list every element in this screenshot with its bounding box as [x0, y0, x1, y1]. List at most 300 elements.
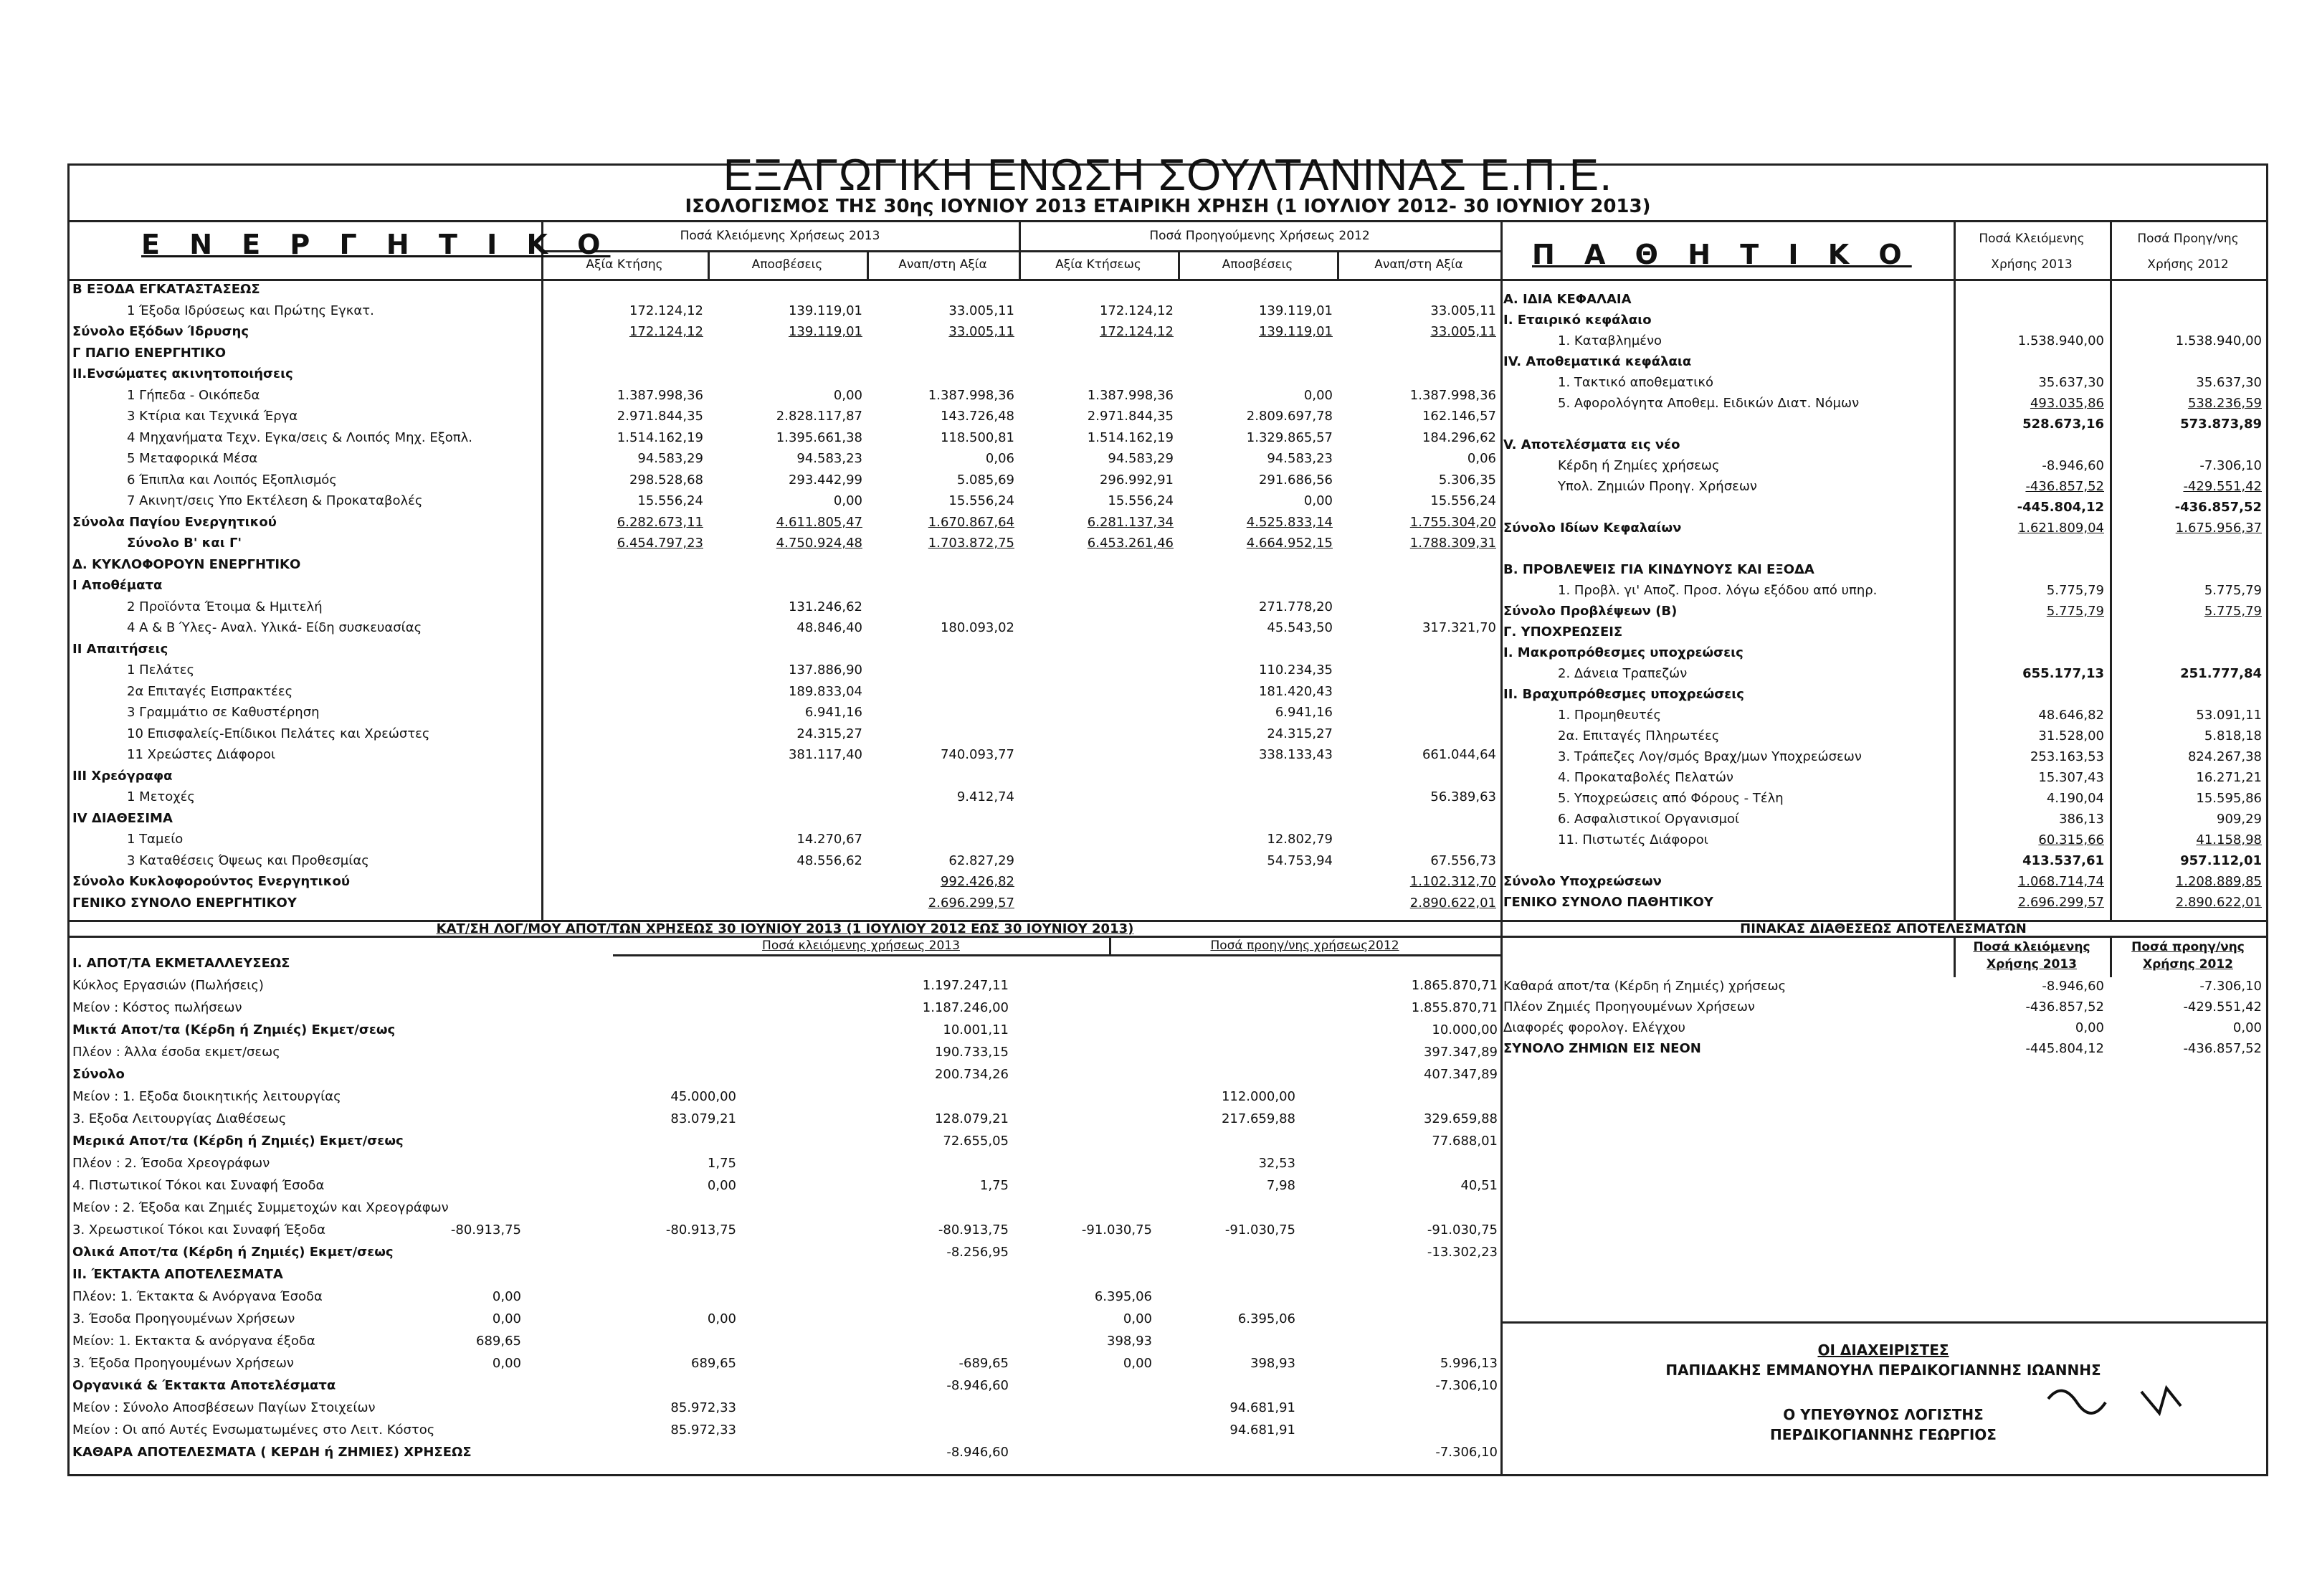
asset-cell: 1.514.162,19 [617, 429, 703, 445]
income-cell: -13.302,23 [1427, 1245, 1498, 1260]
asset-cell: 4.664.952,15 [1246, 536, 1333, 551]
asset-cell: 6.453.261,46 [1087, 536, 1174, 551]
asset-row-label: 1 Πελάτες [127, 662, 195, 678]
liability-cell: 386,13 [2059, 812, 2104, 827]
liability-row-label: Β. ΠΡΟΒΛΕΨΕΙΣ ΓΙΑ ΚΙΝΔΥΝΟΥΣ ΚΑΙ ΕΞΟΔΑ [1503, 562, 1814, 577]
asset-row-label: 3 Γραμμάτιο σε Καθυστέρηση [127, 705, 320, 720]
income-table [70, 956, 1500, 1472]
asset-cell: 338.133,43 [1258, 747, 1333, 762]
income-cell: 45.000,00 [670, 1089, 736, 1104]
income-row [70, 1089, 1500, 1105]
asset-cell: 6.941,16 [804, 705, 862, 720]
asset-row-label: 6 Έπιπλα και Λοιπός Εξοπλισμός [127, 472, 337, 488]
liability-cell: 1.675.956,37 [2175, 521, 2262, 536]
asset-cell: 0,06 [985, 451, 1014, 466]
income-cell: -8.946,60 [946, 1378, 1009, 1393]
income-cell: 40,51 [1460, 1178, 1498, 1193]
income-cell: 128.079,21 [934, 1111, 1009, 1126]
liability-cell: 493.035,86 [2030, 396, 2104, 411]
income-cell: -8.946,60 [946, 1445, 1009, 1460]
asset-cell: 6.282.673,11 [617, 514, 703, 530]
liability-row-label: 6. Ασφαλιστικοί Οργανισμοί [1558, 812, 1740, 827]
asset-cell: 381.117,40 [788, 747, 862, 762]
liability-row [1500, 687, 2266, 703]
asset-cell: 94.583,29 [1108, 451, 1174, 466]
liability-row [1500, 313, 2266, 328]
income-row [70, 1311, 1500, 1327]
liability-cell: 31.528,00 [2038, 728, 2104, 744]
liability-row-label: 2. Δάνεια Τραπεζών [1558, 666, 1688, 681]
income-cell: 0,00 [492, 1356, 521, 1371]
income-cell: -80.913,75 [938, 1222, 1009, 1238]
asset-row [70, 388, 1500, 404]
income-row-label: 3. Έξοδα Προηγουμένων Χρήσεων [72, 1356, 294, 1371]
liability-row-label: 3. Τράπεζες Λογ/σμός Βραχ/μων Υποχρεώσεων [1558, 749, 1862, 764]
income-cell: -80.913,75 [450, 1222, 521, 1238]
distribution-row [1500, 999, 2266, 1015]
col-net-current: Αναπ/στη Αξία [898, 257, 987, 272]
income-cell: 0,00 [1123, 1311, 1152, 1326]
liability-row-label: Υπολ. Ζημιών Προηγ. Χρήσεων [1558, 479, 1757, 494]
liability-cell: 16.271,21 [2196, 770, 2262, 785]
liability-row-label: 1. Προβλ. γι' Αποζ. Προσ. λόγω εξόδου από υπηρ. [1558, 583, 1878, 598]
asset-cell: 33.005,11 [1430, 324, 1496, 339]
income-cell: 10.000,00 [1432, 1022, 1498, 1037]
asset-cell: 67.556,73 [1430, 852, 1496, 868]
income-cell: 1.865.870,71 [1411, 978, 1498, 993]
liability-cell: 41.158,98 [2196, 832, 2262, 847]
accountant-title: Ο ΥΠΕΥΘΥΝΟΣ ΛΟΓΙΣΤΗΣ [1783, 1406, 1984, 1423]
liability-cell: 5.775,79 [2204, 604, 2262, 619]
income-row [70, 1022, 1500, 1038]
asset-row [70, 874, 1500, 890]
asset-cell: 0,00 [833, 493, 862, 508]
income-cell: 398,93 [1250, 1356, 1295, 1371]
asset-row-label: Σύνολο Β' και Γ' [127, 536, 242, 551]
asset-cell: 0,00 [1303, 493, 1333, 508]
asset-cell: 24.315,27 [796, 726, 862, 741]
liability-cell: 573.873,89 [2180, 417, 2262, 432]
asset-row [70, 366, 1500, 382]
liability-row [1500, 479, 2266, 495]
liability-cell: 2.890.622,01 [2175, 895, 2262, 910]
managers-title: ΟΙ ΔΙΑΧΕΙΡΙΣΤΕΣ [1817, 1341, 1949, 1359]
asset-cell: 15.556,24 [948, 493, 1014, 508]
income-row-label: Πλέον : Άλλα έσοδα εκμετ/σεως [72, 1045, 280, 1060]
asset-row-label: ΓΕΝΙΚΟ ΣΥΝΟΛΟ ΕΝΕΡΓΗΤΙΚΟΥ [72, 895, 297, 911]
liability-cell: 15.595,86 [2196, 791, 2262, 806]
liability-row-label: Α. ΙΔΙΑ ΚΕΦΑΛΑΙΑ [1503, 292, 1632, 307]
asset-cell: 298.528,68 [629, 472, 703, 488]
liability-row-label: ΓΕΝΙΚΟ ΣΥΝΟΛΟ ΠΑΘΗΤΙΚΟΥ [1503, 895, 1713, 910]
distribution-cell: -8.946,60 [2042, 979, 2104, 994]
distribution-cell: -429.551,42 [2183, 999, 2262, 1015]
income-row [70, 1134, 1500, 1149]
liability-row-label: 1. Καταβλημένο [1558, 333, 1662, 348]
liabilities-heading: Π Α Θ Η Τ Ι Κ Ο [1532, 239, 1912, 270]
distribution-heading: ΠΙΝΑΚΑΣ ΔΙΑΘΕΣΕΩΣ ΑΠΟΤΕΛΕΣΜΑΤΩΝ [1740, 921, 2027, 936]
asset-row [70, 472, 1500, 488]
income-cell: 1.197.247,11 [922, 978, 1009, 993]
income-row [70, 1400, 1500, 1416]
income-cell: 1,75 [979, 1178, 1009, 1193]
asset-row [70, 747, 1500, 763]
liability-row [1500, 832, 2266, 848]
assets-current-group-header: Ποσά Κλειόμενης Χρήσεως 2013 [680, 229, 880, 243]
asset-cell: 9.412,74 [956, 789, 1014, 804]
liability-row [1500, 458, 2266, 474]
liability-cell: -8.946,60 [2042, 458, 2104, 473]
income-row [70, 1334, 1500, 1349]
distribution-table [1500, 979, 2266, 1065]
liability-cell: 60.315,66 [2038, 832, 2104, 847]
liability-row [1500, 375, 2266, 391]
liability-row [1500, 749, 2266, 765]
asset-cell: 94.583,23 [1267, 451, 1333, 466]
asset-cell: 1.387.998,36 [1409, 387, 1496, 403]
asset-cell: 661.044,64 [1422, 747, 1496, 762]
liability-cell: 35.637,30 [2196, 375, 2262, 390]
liability-row [1500, 541, 2266, 557]
accountant-name: ΠΕΡΔΙΚΟΓΙΑΝΝΗΣ ΓΕΩΡΓΙΟΣ [1770, 1426, 1997, 1443]
income-cell: 77.688,01 [1432, 1134, 1498, 1149]
income-row [70, 956, 1500, 972]
asset-row [70, 578, 1500, 594]
asset-row [70, 346, 1500, 361]
asset-cell: 1.387.998,36 [617, 387, 703, 403]
liability-cell: -436.857,52 [2025, 479, 2104, 494]
asset-cell: 317.321,70 [1422, 620, 1496, 635]
distribution-row-label: Διαφορές φορολογ. Ελέγχου [1503, 1020, 1685, 1035]
liab-col-prev-a: Ποσά Προηγ/νης [2137, 232, 2239, 246]
asset-cell: 162.146,57 [1422, 409, 1496, 424]
asset-row-label: 5 Μεταφορικά Μέσα [127, 451, 258, 466]
asset-cell: 1.329.865,57 [1246, 429, 1333, 445]
asset-row-label: 10 Επισφαλείς-Επίδικοι Πελάτες και Χρεώστες [127, 726, 430, 741]
liability-row [1500, 728, 2266, 744]
asset-cell: 172.124,12 [1099, 324, 1174, 339]
asset-cell: 2.971.844,35 [1087, 409, 1174, 424]
asset-cell: 5.085,69 [956, 472, 1014, 488]
asset-cell: 56.389,63 [1430, 789, 1496, 804]
asset-cell: 1.670.867,64 [928, 514, 1014, 530]
income-cell: 397.347,89 [1423, 1045, 1498, 1060]
income-cell: -91.030,75 [1081, 1222, 1152, 1238]
asset-cell: 4.611.805,47 [776, 514, 862, 530]
income-row [70, 1000, 1500, 1016]
income-row-label: ΚΑΘΑΡΑ ΑΠΟΤΕΛΕΣΜΑΤΑ ( ΚΕΡΔΗ ή ΖΗΜΙΕΣ) ΧΡΗΣΕΩΣ [72, 1445, 472, 1460]
income-cell: 94.681,91 [1229, 1400, 1295, 1415]
asset-row [70, 493, 1500, 509]
asset-cell: 172.124,12 [629, 303, 703, 318]
income-cell: 7,98 [1266, 1178, 1295, 1193]
income-row-label: Μικτά Αποτ/τα (Κέρδη ή Ζημιές) Εκμετ/σεως [72, 1022, 396, 1037]
asset-row [70, 515, 1500, 531]
liability-row [1500, 708, 2266, 723]
asset-cell: 33.005,11 [948, 324, 1014, 339]
liability-cell: 35.637,30 [2038, 375, 2104, 390]
liability-row [1500, 333, 2266, 349]
col-acq-previous: Αξία Κτήσεως [1055, 257, 1141, 272]
liability-row-label: IV. Αποθεματικά κεφάλαια [1503, 354, 1692, 369]
income-cell: 94.681,91 [1229, 1422, 1295, 1438]
asset-cell: 0,00 [833, 387, 862, 403]
asset-row-label: 2 Προϊόντα Έτοιμα & Ημιτελή [127, 599, 323, 614]
income-cell: -80.913,75 [665, 1222, 736, 1238]
income-row [70, 1222, 1500, 1238]
col-dep-previous: Αποσβέσεις [1222, 257, 1293, 272]
income-cell: 200.734,26 [934, 1067, 1009, 1082]
liability-row-label: 11. Πιστωτές Διάφοροι [1558, 832, 1708, 847]
asset-cell: 189.833,04 [788, 683, 862, 699]
income-cell: 398,93 [1107, 1334, 1152, 1349]
liability-cell: 1.208.889,85 [2175, 874, 2262, 889]
asset-cell: 15.556,24 [637, 493, 703, 508]
liability-cell: 5.775,79 [2046, 604, 2104, 619]
liability-row [1500, 583, 2266, 599]
asset-row-label: Σύνολο Εξόδων Ίδρυσης [72, 324, 249, 339]
income-cell: 190.733,15 [934, 1045, 1009, 1060]
income-row-label: Οργανικά & Έκτακτα Αποτελέσματα [72, 1378, 336, 1393]
income-row-label: Σύνολο [72, 1067, 125, 1082]
liability-cell: 15.307,43 [2038, 770, 2104, 785]
liability-row [1500, 853, 2266, 869]
liability-cell: -7.306,10 [2199, 458, 2262, 473]
asset-cell: 293.442,99 [788, 472, 862, 488]
liability-cell: 1.538.940,00 [2017, 333, 2104, 348]
asset-row [70, 430, 1500, 446]
assets-table [70, 282, 1500, 918]
asset-row-label: III Χρεόγραφα [72, 768, 173, 784]
asset-cell: 110.234,35 [1258, 662, 1333, 678]
asset-row-label: 2α Επιταγές Εισπρακτέες [127, 683, 293, 699]
asset-row-label: Σύνολο Κυκλοφορούντος Ενεργητικού [72, 874, 350, 889]
income-row [70, 1245, 1500, 1260]
liabilities-table [1500, 292, 2266, 918]
col-dep-current: Αποσβέσεις [751, 257, 823, 272]
income-col-previous: Ποσά προηγ/νης χρήσεως2012 [1210, 939, 1399, 953]
income-row [70, 1289, 1500, 1305]
asset-cell: 94.583,29 [637, 451, 703, 466]
title-divider [70, 220, 2266, 222]
asset-row-label: I Αποθέματα [72, 578, 163, 593]
income-row [70, 1111, 1500, 1127]
asset-cell: 2.971.844,35 [617, 409, 703, 424]
asset-row-label: II Απαιτήσεις [72, 641, 168, 657]
income-cell: 689,65 [691, 1356, 736, 1371]
liability-row-label: 2α. Επιταγές Πληρωτέες [1558, 728, 1720, 744]
asset-cell: 14.270,67 [796, 832, 862, 847]
income-cell: 5.996,13 [1440, 1356, 1498, 1371]
income-row-label: I. ΑΠΟΤ/ΤΑ ΕΚΜΕΤΑΛΛΕΥΣΕΩΣ [72, 956, 290, 971]
asset-cell: 184.296,62 [1422, 429, 1496, 445]
asset-cell: 5.306,35 [1438, 472, 1496, 488]
asset-cell: 6.454.797,23 [617, 536, 703, 551]
asset-cell: 2.696.299,57 [928, 895, 1014, 911]
col-acq-current: Αξία Κτήσης [586, 257, 663, 272]
distribution-row-label: Καθαρά αποτ/τα (Κέρδη ή Ζημιές) χρήσεως [1503, 979, 1787, 994]
asset-row [70, 789, 1500, 805]
asset-row [70, 620, 1500, 636]
dist-col-prev-b: Χρήσης 2012 [2142, 957, 2234, 972]
liability-row [1500, 521, 2266, 536]
assets-previous-group-header: Ποσά Προηγούμενης Χρήσεως 2012 [1149, 229, 1370, 243]
income-cell: 72.655,05 [943, 1134, 1009, 1149]
asset-row [70, 599, 1500, 615]
asset-cell: 143.726,48 [940, 409, 1014, 424]
liability-row [1500, 562, 2266, 578]
liability-cell: 5.775,79 [2046, 583, 2104, 598]
asset-cell: 15.556,24 [1430, 493, 1496, 508]
asset-row-label: Σύνολα Παγίου Ενεργητικού [72, 514, 277, 530]
distribution-row-label: ΣΥΝΟΛΟ ΖΗΜΙΩΝ ΕΙΣ ΝΕΟΝ [1503, 1041, 1701, 1056]
income-row-label: Πλέον : 2. Έσοδα Χρεογράφων [72, 1156, 270, 1171]
liability-row-label: 1. Τακτικό αποθεματικό [1558, 375, 1713, 390]
asset-cell: 48.556,62 [796, 852, 862, 868]
income-row-label: Μείον : Κόστος πωλήσεων [72, 1000, 242, 1015]
liability-row-label: Κέρδη ή Ζημίες χρήσεως [1558, 458, 1720, 473]
asset-row [70, 409, 1500, 424]
income-cell: -689,65 [958, 1356, 1009, 1371]
asset-row-label: II.Ενσώματες ακινητοποιήσεις [72, 366, 293, 381]
liability-cell: 1.621.809,04 [2017, 521, 2104, 536]
income-cell: 217.659,88 [1221, 1111, 1295, 1126]
asset-cell: 180.093,02 [940, 620, 1014, 635]
income-row-label: Μείον : 1. Εξοδα διοικητικής λειτουργίας [72, 1089, 341, 1104]
income-row [70, 1156, 1500, 1172]
asset-cell: 172.124,12 [629, 324, 703, 339]
liability-cell: 5.818,18 [2204, 728, 2262, 744]
liability-cell: 824.267,38 [2187, 749, 2262, 764]
asset-cell: 45.543,50 [1267, 620, 1333, 635]
liability-cell: 413.537,61 [2022, 853, 2104, 868]
liability-cell: -445.804,12 [2017, 500, 2104, 515]
liability-cell: 1.068.714,74 [2017, 874, 2104, 889]
liability-cell: 909,29 [2217, 812, 2262, 827]
dist-col-prev-a: Ποσά προηγ/νης [2131, 940, 2245, 954]
asset-row [70, 705, 1500, 721]
income-heading: ΚΑΤ/ΣΗ ΛΟΓ/ΜΟΥ ΑΠΟΤ/ΤΩΝ ΧΡΗΣΕΩΣ 30 ΙΟΥΝΙΟΥ 2013 (1 ΙΟΥΛΙΟΥ 2012 ΕΩΣ 30 ΙΟΥΝΙΟΥ 2013) [436, 921, 1134, 936]
liability-row [1500, 437, 2266, 453]
income-cell: 32,53 [1258, 1156, 1295, 1171]
liability-row-label: I. Εταιρικό κεφάλαιο [1503, 313, 1652, 328]
liability-row [1500, 500, 2266, 516]
asset-row [70, 684, 1500, 700]
income-cell: 0,00 [707, 1178, 736, 1193]
liability-row-label: 5. Υποχρεώσεις από Φόρους - Τέλη [1558, 791, 1784, 806]
asset-cell: 740.093,77 [940, 747, 1014, 762]
income-row-label: 3. Έσοδα Προηγουμένων Χρήσεων [72, 1311, 295, 1326]
income-row-label: Κύκλος Εργασιών (Πωλήσεις) [72, 978, 264, 993]
income-cell: 83.079,21 [670, 1111, 736, 1126]
income-row [70, 1067, 1500, 1083]
asset-row [70, 282, 1500, 298]
asset-cell: 1.788.309,31 [1409, 536, 1496, 551]
liability-row [1500, 604, 2266, 619]
asset-row [70, 536, 1500, 551]
distribution-cell: -436.857,52 [2183, 1041, 2262, 1056]
asset-row-label: Γ ΠΑΓΙΟ ΕΝΕΡΓΗΤΙΚΟ [72, 345, 227, 361]
asset-cell: 48.846,40 [796, 620, 862, 635]
managers-names: ΠΑΠΙΔΑΚΗΣ ΕΜΜΑΝΟΥΗΛ ΠΕΡΔΙΚΟΓΙΑΝΝΗΣ ΙΩΑΝΝΗΣ [1665, 1362, 2101, 1379]
income-cell: -7.306,10 [1435, 1445, 1498, 1460]
asset-cell: 137.886,90 [788, 662, 862, 678]
income-cell: 0,00 [492, 1289, 521, 1304]
liability-row [1500, 396, 2266, 412]
distribution-row [1500, 979, 2266, 994]
liab-col-current-a: Ποσά Κλειόμενης [1979, 232, 2085, 246]
liab-col-current-b: Χρήσης 2013 [1991, 257, 2073, 272]
asset-row [70, 451, 1500, 467]
asset-cell: 6.941,16 [1275, 705, 1333, 720]
asset-row [70, 303, 1500, 319]
asset-cell: 172.124,12 [1099, 303, 1174, 318]
asset-cell: 33.005,11 [948, 303, 1014, 318]
asset-cell: 1.395.661,38 [776, 429, 862, 445]
asset-row [70, 557, 1500, 573]
asset-row [70, 769, 1500, 784]
asset-row-label: Β ΕΞΟΔΑ ΕΓΚΑΤΑΣΤΑΣΕΩΣ [72, 282, 260, 297]
asset-row [70, 662, 1500, 678]
liability-cell: -429.551,42 [2183, 479, 2262, 494]
income-row-label: 3. Χρεωστικοί Τόκοι και Συναφή Έξοδα [72, 1222, 326, 1238]
liability-row [1500, 645, 2266, 661]
asset-cell: 1.387.998,36 [928, 387, 1014, 403]
asset-cell: 1.703.872,75 [928, 536, 1014, 551]
income-cell: -91.030,75 [1224, 1222, 1295, 1238]
liability-cell: 1.538.940,00 [2175, 333, 2262, 348]
asset-cell: 1.755.304,20 [1409, 514, 1496, 530]
asset-cell: 2.890.622,01 [1409, 895, 1496, 911]
asset-cell: 139.119,01 [788, 303, 862, 318]
liability-cell: 2.696.299,57 [2017, 895, 2104, 910]
income-row-label: Πλέον: 1. Έκτακτα & Ανόργανα Έσοδα [72, 1289, 323, 1304]
asset-cell: 1.514.162,19 [1087, 429, 1174, 445]
asset-cell: 62.827,29 [948, 852, 1014, 868]
asset-row-label: 7 Ακινητ/σεις Υπο Εκτέλεση & Προκαταβολές [127, 493, 423, 508]
income-row [70, 1422, 1500, 1438]
income-cell: 85.972,33 [670, 1422, 736, 1438]
income-cell: 1,75 [707, 1156, 736, 1171]
liability-cell: 4.190,04 [2046, 791, 2104, 806]
distribution-cell: -7.306,10 [2199, 979, 2262, 994]
dist-col-current-b: Χρήσης 2013 [1986, 957, 2078, 972]
asset-cell: 139.119,01 [1258, 324, 1333, 339]
income-row [70, 1356, 1500, 1372]
asset-row-label: IV ΔΙΑΘΕΣΙΜΑ [72, 810, 173, 826]
liability-row-label: 1. Προμηθευτές [1558, 708, 1662, 723]
company-title: ΕΞΑΓΩΓΙΚΗ ΕΝΩΣΗ ΣΟΥΛΤΑΝΙΝΑΣ Ε.Π.Ε. [723, 151, 1613, 200]
asset-row [70, 896, 1500, 911]
distribution-cell: 0,00 [2075, 1020, 2104, 1035]
balance-sheet [67, 151, 2268, 1476]
statement-subtitle: ΙΣΟΛΟΓΙΣΜΟΣ ΤΗΣ 30ης ΙΟΥΝΙΟΥ 2013 ΕΤΑΙΡΙΚΗ ΧΡΗΣΗ (1 ΙΟΥΛΙΟΥ 2012- 30 ΙΟΥΝΙΟΥ 2013) [685, 196, 1651, 217]
liability-cell: 528.673,16 [2022, 417, 2104, 432]
asset-cell: 6.281.137,34 [1087, 514, 1174, 530]
liability-row-label: 4. Προκαταβολές Πελατών [1558, 770, 1733, 785]
liability-cell: 538.236,59 [2187, 396, 2262, 411]
asset-cell: 139.119,01 [1258, 303, 1333, 318]
liab-col-prev-b: Χρήσης 2012 [2147, 257, 2229, 272]
income-cell: 689,65 [476, 1334, 521, 1349]
asset-row [70, 642, 1500, 657]
liability-cell: 957.112,01 [2180, 853, 2262, 868]
income-cell: 1.855.870,71 [1411, 1000, 1498, 1015]
asset-row [70, 832, 1500, 847]
income-col-current: Ποσά κλειόμενης χρήσεως 2013 [762, 939, 960, 953]
income-cell: 407.347,89 [1423, 1067, 1498, 1082]
signature-top-divider [1500, 1321, 2266, 1324]
